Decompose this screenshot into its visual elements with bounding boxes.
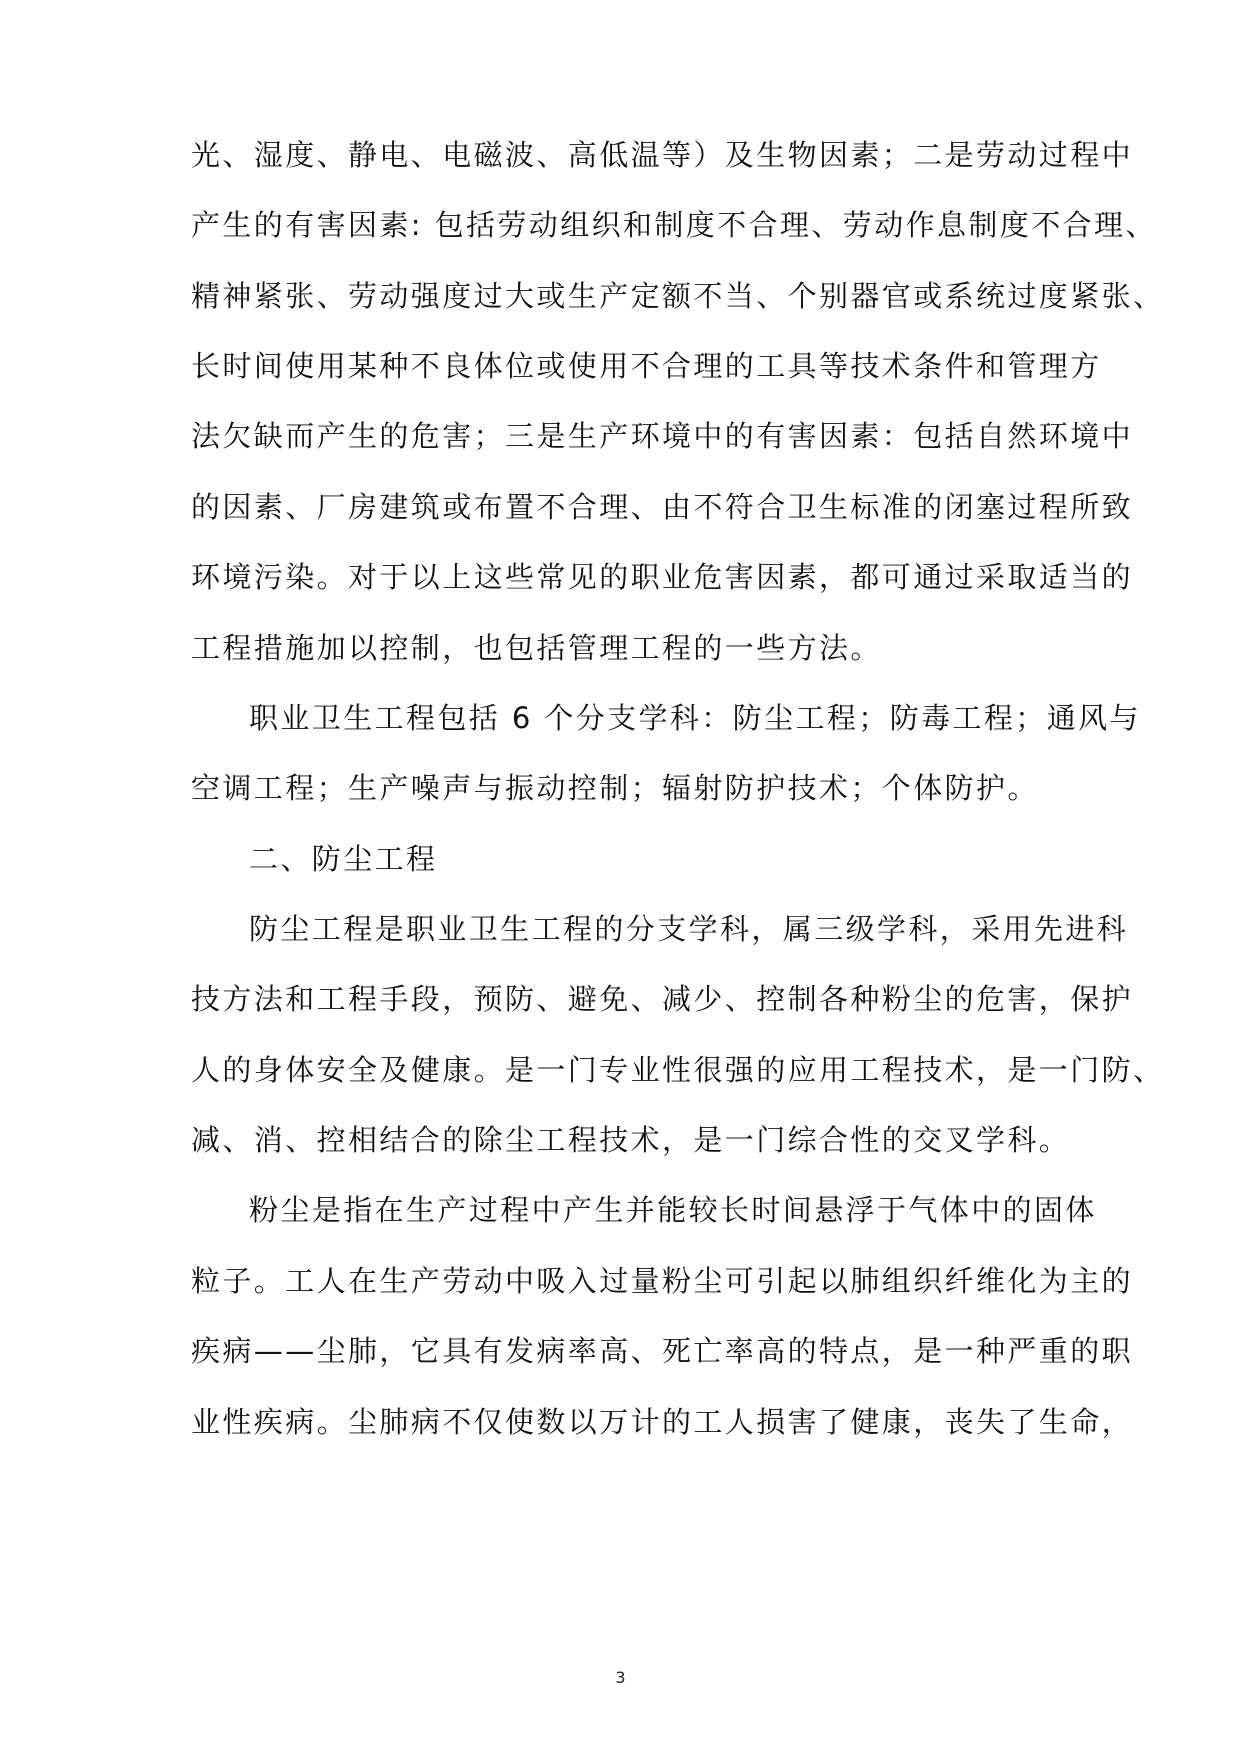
text-line-16: 粉尘是指在生产过程中产生并能较长时间悬浮于气体中的固体 xyxy=(249,1193,1097,1227)
text-line-8: 工程措施加以控制，也包括管理工程的一些方法。 xyxy=(191,631,882,665)
page-number: 3 xyxy=(615,1668,626,1687)
section-heading: 二、防尘工程 xyxy=(249,842,438,876)
text-line-4: 长时间使用某种不良体位或使用不合理的工具等技术条件和管理方 xyxy=(191,349,1102,383)
text-line-3: 精神紧张、劳动强度过大或生产定额不当、个别器官或系统过度紧张、 xyxy=(191,279,1165,313)
text-line-15: 减、消、控相结合的除尘工程技术，是一门综合性的交叉学科。 xyxy=(191,1123,1071,1157)
text-line-9: 职业卫生工程包括 6 个分支学科：防尘工程；防毒工程；通风与 xyxy=(249,701,1141,735)
text-line-13: 技方法和工程手段，预防、避免、减少、控制各种粉尘的危害，保护 xyxy=(191,982,1134,1016)
text-line-6: 的因素、厂房建筑或布置不合理、由不符合卫生标准的闭塞过程所致 xyxy=(191,490,1134,524)
text-line-7: 环境污染。对于以上这些常见的职业危害因素，都可通过采取适当的 xyxy=(191,560,1134,594)
text-line-17: 粒子。工人在生产劳动中吸入过量粉尘可引起以肺组织纤维化为主的 xyxy=(191,1264,1134,1298)
text-line-2: 产生的有害因素: 包括劳动组织和制度不合理、劳动作息制度不合理、 xyxy=(191,208,1157,242)
text-line-19: 业性疾病。尘肺病不仅使数以万计的工人损害了健康，丧失了生命， xyxy=(191,1405,1134,1439)
text-line-5: 法欠缺而产生的危害；三是生产环境中的有害因素：包括自然环境中 xyxy=(191,419,1134,453)
text-line-1: 光、湿度、静电、电磁波、高低温等）及生物因素；二是劳动过程中 xyxy=(191,138,1134,172)
text-line-12: 防尘工程是职业卫生工程的分支学科，属三级学科，采用先进科 xyxy=(249,912,1129,946)
text-line-10: 空调工程；生产噪声与振动控制；辐射防护技术；个体防护。 xyxy=(191,771,1039,805)
text-line-14: 人的身体安全及健康。是一门专业性很强的应用工程技术，是一门防、 xyxy=(191,1053,1165,1087)
text-line-18: 疾病——尘肺，它具有发病率高、死亡率高的特点，是一种严重的职 xyxy=(191,1334,1134,1368)
